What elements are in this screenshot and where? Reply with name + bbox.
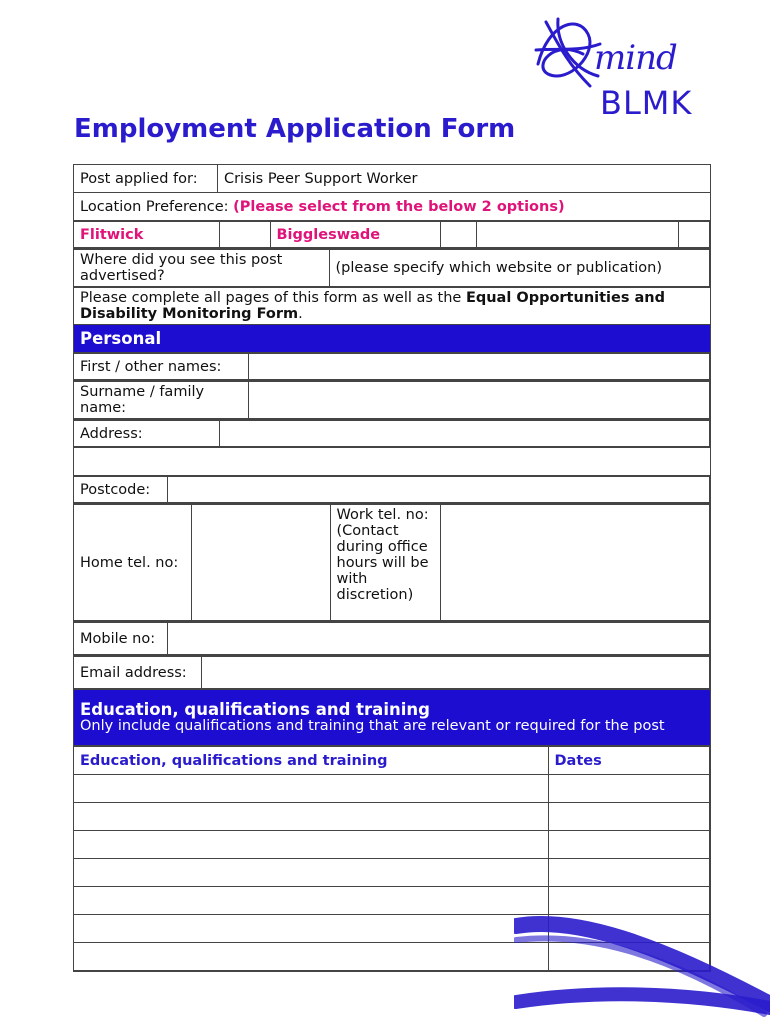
email-row [74, 656, 711, 690]
mobile-row [74, 622, 711, 656]
education-dates-field[interactable] [548, 775, 710, 803]
biggleswade-checkbox[interactable] [440, 222, 476, 248]
education-entry-field[interactable] [74, 803, 548, 831]
location-preference-row [74, 193, 711, 221]
education-dates-field[interactable] [548, 859, 710, 887]
location-blank-cell-2 [678, 222, 710, 248]
education-column-header: Education, qualifications and training [74, 747, 548, 775]
advertised-label: Where did you see this post advertised? [74, 250, 329, 287]
email-field[interactable] [201, 657, 710, 689]
address-field[interactable] [219, 421, 710, 447]
first-names-row [74, 353, 711, 381]
notice-suffix: . [298, 306, 303, 322]
work-tel-label: Work tel. no: (Contact during office hours will be with discretion) [330, 505, 440, 621]
education-dates-field[interactable] [548, 887, 710, 915]
first-names-field[interactable] [248, 354, 710, 380]
personal-heading-text: Personal [80, 328, 162, 348]
flitwick-checkbox[interactable] [219, 222, 270, 248]
education-entry-field[interactable] [74, 943, 548, 971]
home-tel-field[interactable] [191, 505, 330, 621]
work-tel-field[interactable] [440, 505, 710, 621]
education-dates-field[interactable] [548, 803, 710, 831]
education-section-heading [74, 690, 711, 746]
location-blank-cell [476, 222, 678, 248]
decorative-swoosh-icon [514, 912, 770, 1024]
personal-section-heading [74, 325, 711, 353]
post-applied-value[interactable]: Crisis Peer Support Worker [217, 165, 710, 193]
education-entry-field[interactable] [74, 915, 548, 943]
postcode-label: Postcode: [74, 477, 167, 503]
surname-label: Surname / family name: [74, 382, 248, 419]
telephone-row [74, 504, 711, 622]
notice-prefix: Please complete all pages of this form as well as the [80, 290, 466, 306]
education-entry-field[interactable] [74, 887, 548, 915]
location-preference-label: Location Preference: [80, 198, 229, 215]
education-entry-field[interactable] [74, 831, 548, 859]
logo-blmk-text: BLMK [600, 84, 693, 122]
surname-row [74, 381, 711, 420]
location-preference-note: (Please select from the below 2 options) [233, 198, 565, 215]
surname-field[interactable] [248, 382, 710, 419]
mind-blmk-logo [528, 14, 728, 122]
page-title: Employment Application Form [74, 114, 516, 144]
education-dates-field[interactable] [548, 831, 710, 859]
address-row [74, 420, 711, 448]
home-tel-label: Home tel. no: [74, 505, 191, 621]
postcode-field[interactable] [167, 477, 710, 503]
email-label: Email address: [74, 657, 201, 689]
location-option-flitwick: Flitwick [74, 222, 219, 248]
location-options-row [74, 221, 711, 249]
advertised-row [74, 249, 711, 288]
address-line-2-field[interactable] [74, 448, 711, 476]
education-entry-field[interactable] [74, 859, 548, 887]
advertised-field[interactable]: (please specify which website or publication) [329, 250, 710, 287]
application-form-table [73, 164, 711, 972]
first-names-label: First / other names: [74, 354, 248, 380]
notice-emphasis: Equal Opportunities and Disability Monitoring Form [80, 290, 666, 322]
postcode-row [74, 476, 711, 504]
address-label: Address: [74, 421, 219, 447]
education-entry-field[interactable] [74, 775, 548, 803]
form-notice [74, 288, 711, 325]
mobile-label: Mobile no: [74, 623, 167, 655]
logo-mind-text: mind [594, 38, 677, 78]
education-subheading-text: Only include qualifications and training that are relevant or required for the post [80, 717, 665, 734]
dates-column-header: Dates [548, 747, 710, 775]
post-applied-label: Post applied for: [74, 165, 218, 193]
education-heading-text: Education, qualifications and training [80, 699, 430, 719]
location-option-biggleswade: Biggleswade [270, 222, 440, 248]
mobile-field[interactable] [167, 623, 710, 655]
